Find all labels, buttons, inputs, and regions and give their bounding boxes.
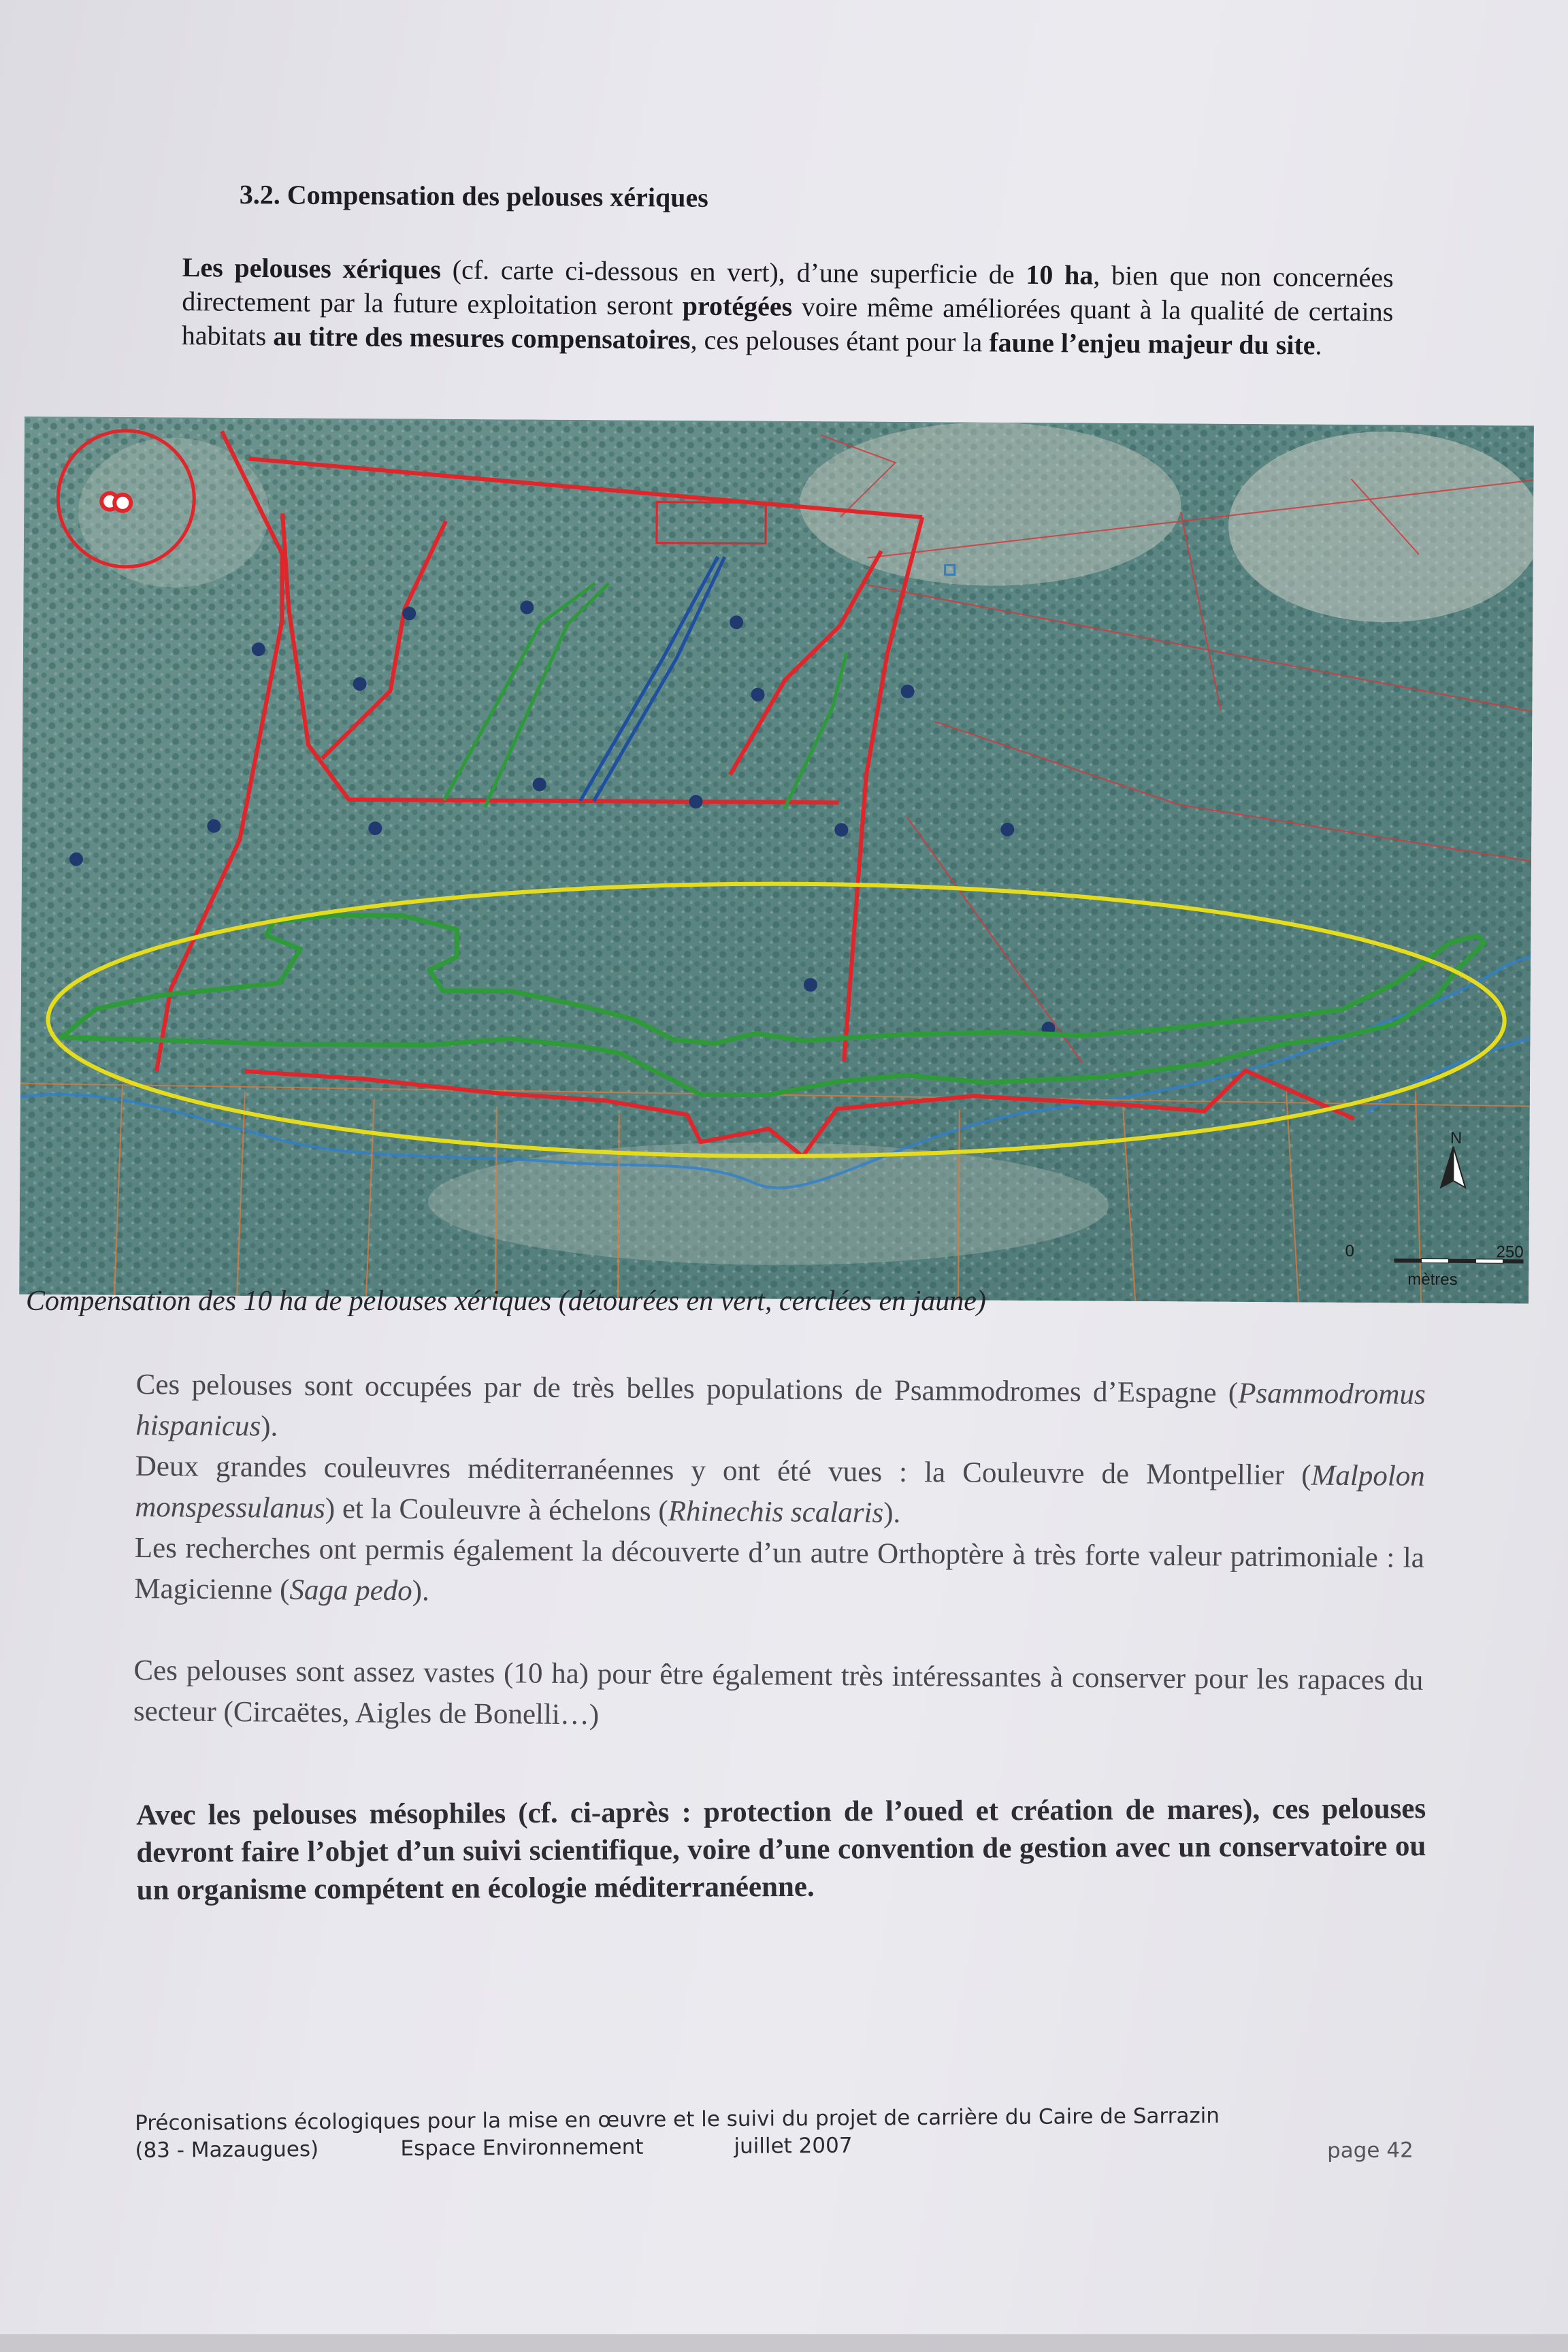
aerial-map bbox=[19, 416, 1534, 1304]
p2-text-a: Deux grandes couleuvres méditerranéennes y ont été vues : la Couleuvre de Montpellier ( bbox=[135, 1450, 1311, 1492]
paragraph-psammodromes bbox=[135, 1365, 1426, 1456]
intro-bold-protegees: protégées bbox=[682, 290, 793, 322]
page-footer bbox=[135, 2101, 1428, 2164]
intro-text-4: , ces pelouses étant pour la bbox=[690, 324, 990, 358]
p1-text-a: Ces pelouses sont occupées par de très belles populations de Psammodromes d’Espagne ( bbox=[135, 1368, 1239, 1409]
body-text bbox=[133, 1365, 1426, 1742]
intro-paragraph bbox=[182, 250, 1394, 363]
p2-text-c: ) et la Couleuvre à échelons ( bbox=[325, 1492, 668, 1528]
p3-species: Saga pedo bbox=[289, 1573, 412, 1607]
intro-text-5: . bbox=[1315, 329, 1322, 361]
p1-text-c: ). bbox=[261, 1410, 278, 1443]
north-label: N bbox=[1450, 1128, 1463, 1147]
intro-text-1: (cf. carte ci-dessous en vert), d’une superficie de bbox=[440, 254, 1026, 290]
intro-text-2: , bien que non concernées directement par la future exploitation seront bbox=[182, 259, 1394, 321]
paragraph-magicienne bbox=[134, 1528, 1424, 1620]
intro-bold-faune: faune l’enjeu majeur du site bbox=[989, 327, 1316, 361]
paragraph-couleuvres bbox=[135, 1446, 1425, 1538]
section-heading: 3.2. Compensation des pelouses xériques bbox=[239, 178, 708, 213]
p1-species: Psammodromus hispanicus bbox=[135, 1377, 1426, 1443]
footer-location: (83 - Mazaugues) bbox=[135, 2137, 319, 2163]
page-number: page 42 bbox=[1326, 2138, 1414, 2163]
p3-text-c: ). bbox=[412, 1575, 430, 1607]
intro-bold-mesures: au titre des mesures compensatoires bbox=[273, 321, 691, 355]
conclusion-paragraph: Avec les pelouses mésophiles (cf. ci-après : protection de l’oued et création de mares), ces pelouses devront faire l’objet d’un suivi scientifique, voire d’une convention de gestion avec un conservatoire ou un organisme compétent en écologie méditerranéenne. bbox=[136, 1793, 1426, 1906]
scale-unit-label: mètres bbox=[1407, 1270, 1458, 1289]
site-marker-2 bbox=[114, 495, 131, 511]
map-caption: Compensation des 10 ha de pelouses xériques (détourées en vert, cerclées en jaune) bbox=[26, 1286, 986, 1317]
footer-date: juillet 2007 bbox=[734, 2133, 853, 2159]
page-bottom-edge bbox=[0, 2334, 1568, 2352]
intro-text-3: voire même améliorées quant à la qualité de certains habitats bbox=[181, 291, 1394, 352]
p2-text-e: ). bbox=[883, 1497, 901, 1529]
footer-organisation: Espace Environnement bbox=[400, 2134, 644, 2161]
scale-end-label: 250 bbox=[1496, 1243, 1524, 1262]
p2-species-2: Rhinechis scalaris bbox=[668, 1495, 884, 1529]
scale-start-label: 0 bbox=[1345, 1241, 1354, 1260]
p2-species-1: Malpolon monspessulanus bbox=[135, 1459, 1425, 1525]
intro-bold-pelouses: Les pelouses xériques bbox=[182, 251, 442, 285]
footer-title: Préconisations écologiques pour la mise en œuvre et le suivi du projet de carrière du Caire de Sarrazin bbox=[135, 2103, 1220, 2136]
paragraph-rapaces: Ces pelouses sont assez vastes (10 ha) pour être également très intéressantes à conserver pour les rapaces du secteur (Circaëtes, Aigles de Bonelli…) bbox=[133, 1654, 1424, 1731]
p3-text-a: Les recherches ont permis également la découverte d’un autre Orthoptère à très forte valeur patrimoniale : la Magicienne ( bbox=[134, 1531, 1425, 1606]
intro-bold-area: 10 ha bbox=[1026, 259, 1094, 291]
